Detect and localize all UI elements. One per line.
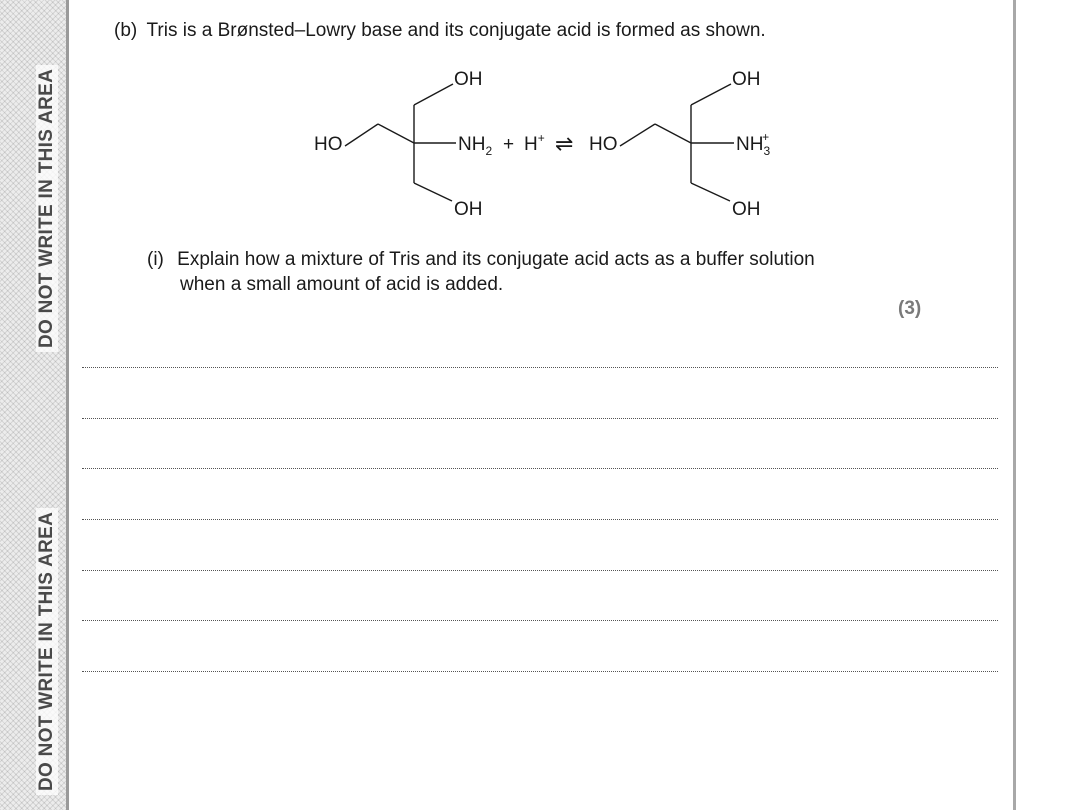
margin-warning-top: DO NOT WRITE IN THIS AREA <box>36 65 58 352</box>
plus-sign: + <box>503 134 515 155</box>
acid-oh-bottom-label: OH <box>732 199 761 220</box>
acid-oh-top-label: OH <box>732 69 761 90</box>
answer-line[interactable] <box>82 671 998 672</box>
equilibrium-arrow: ⇌ <box>555 131 574 156</box>
margin-warning-bottom: DO NOT WRITE IN THIS AREA <box>36 508 58 795</box>
tris-nh2-label: $NH_2$ <box>458 134 493 158</box>
answer-line[interactable] <box>82 519 998 520</box>
marks-indicator: (3) <box>898 298 922 319</box>
acid-nh3-label: $NH_3+$ <box>736 130 771 158</box>
tris-oh-bottom-label: OH <box>454 199 483 220</box>
answer-line[interactable] <box>82 367 998 368</box>
tris-oh-top-label: OH <box>454 69 483 90</box>
part-i-line1: Explain how a mixture of Tris and its conjugate acid acts as a buffer solution <box>177 249 815 270</box>
part-i-question <box>147 247 815 272</box>
proton-label: H+ <box>524 131 545 155</box>
reaction-equation <box>0 0 1080 240</box>
answer-line[interactable] <box>82 570 998 571</box>
answer-line[interactable] <box>82 418 998 419</box>
tris-skeleton <box>345 84 456 201</box>
part-i-line2: when a small amount of acid is added. <box>180 274 504 295</box>
answer-line[interactable] <box>82 468 998 469</box>
tris-acid-skeleton <box>620 84 734 201</box>
part-b-text: Tris is a Brønsted–Lowry base and its conjugate acid is formed as shown. <box>146 20 766 41</box>
acid-ho-label: HO <box>589 134 618 155</box>
answer-line[interactable] <box>82 620 998 621</box>
part-b-label: (b) <box>114 20 138 41</box>
tris-ho-label: HO <box>314 134 343 155</box>
part-i-label: (i) <box>147 249 164 270</box>
